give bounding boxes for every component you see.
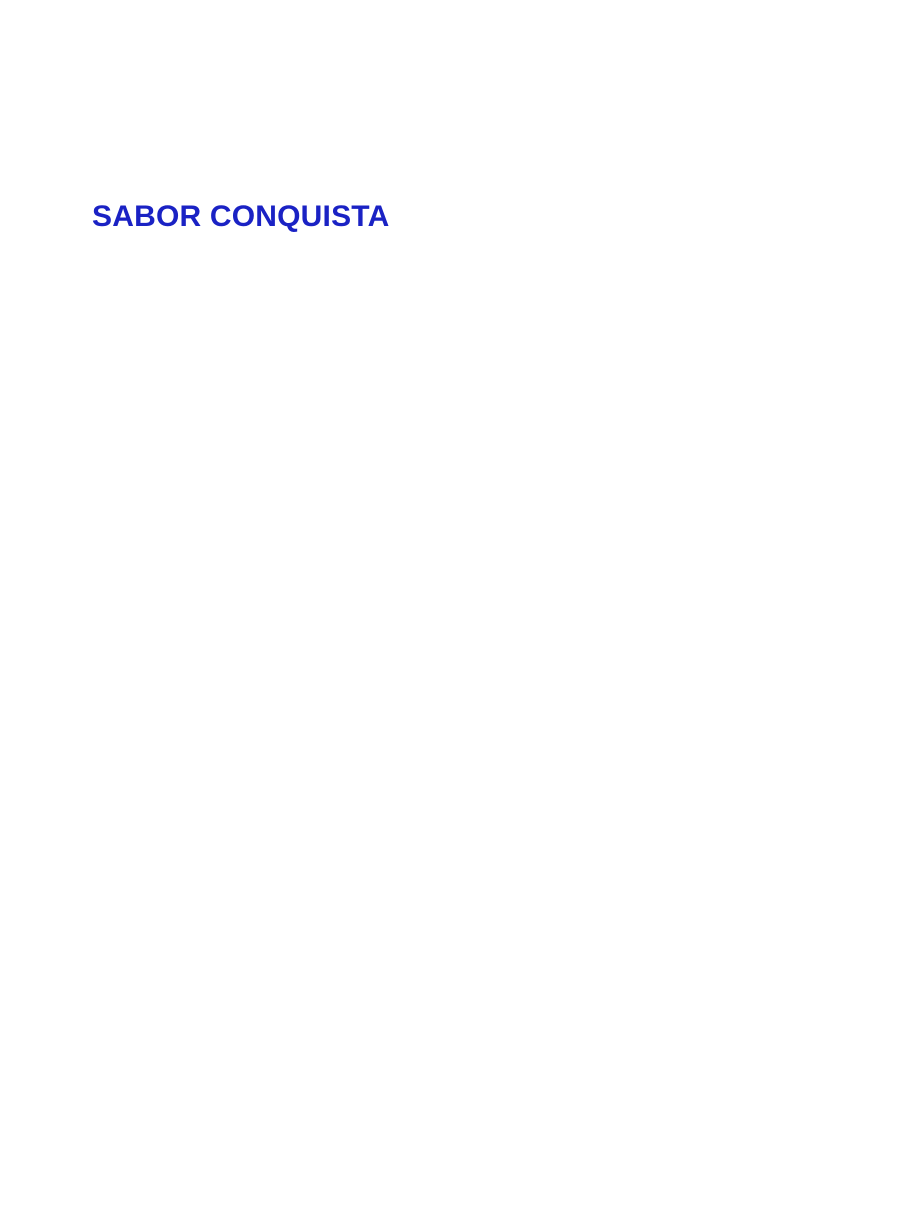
page-title: SABOR CONQUISTA [92, 200, 390, 233]
